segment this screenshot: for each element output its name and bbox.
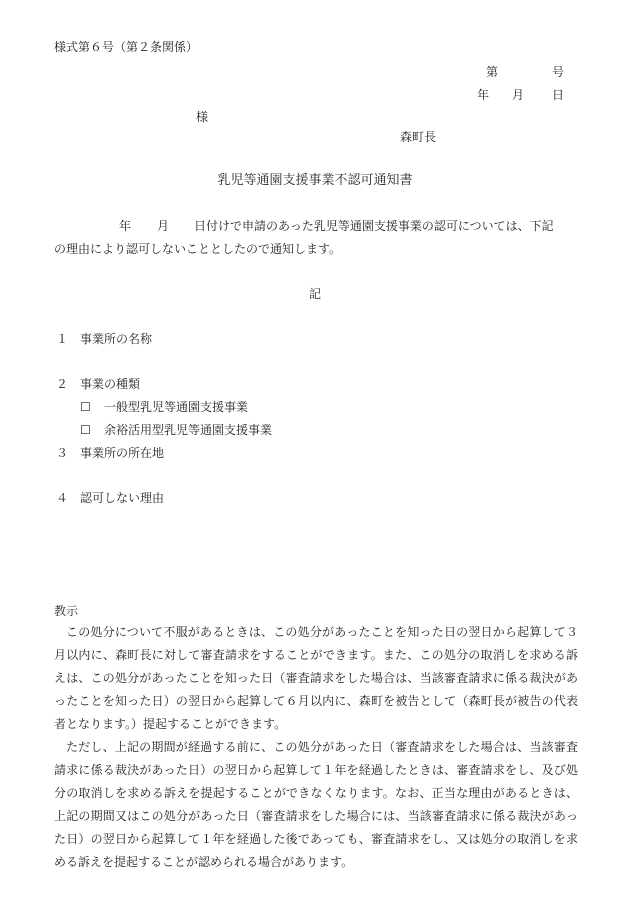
date-year: 年 [477,88,490,102]
date-month: 月 [512,88,525,102]
document-number-suffix: 号 [552,65,565,79]
option-general-type-label: 一般型乳児等通園支援事業 [104,400,249,414]
intro-line-2: の理由により認可しないこととしたので通知します。 [54,242,342,256]
item-2-label: 事業の種類 [80,377,141,391]
checkbox-surplus-type: ☐ [80,423,91,437]
kyoji-paragraph-2: ただし、上記の期間が経過する前に、この処分があった日（審査請求をした場合は、当該審査請求に係る裁決があった日）の翌日から起算して１年を経過したときは、審査請求をし、及び処分の取消しを求める訴えを提起することができなくなります。なお、正当な理由があるときは、上記の期間又はこの処分があった日（審査請求をした場合には、当該審査請求に係る裁決があった日）の翌日から起算して１年を経過した後であっても、審査請求をし、又は処分の取消しを求める訴えを提起することが認められる場合があります。 [54,740,578,869]
item-1-label: 事業所の名称 [80,332,153,346]
intro-line-1: 日付けで申請のあった乳児等通園支援事業の認可については、下記 [194,219,554,233]
kyoji-heading: 教示 [54,604,79,618]
intro-month: 月 [157,219,170,233]
recipient-honorific: 様 [196,110,209,124]
item-3-label: 事業所の所在地 [80,446,165,460]
item-1-number: １ [56,332,69,346]
form-number: 様式第６号（第２条関係） [54,40,199,54]
ki-heading: 記 [308,287,321,301]
intro-year: 年 [119,219,132,233]
date-day: 日 [552,88,565,102]
checkbox-general-type: ☐ [80,400,91,414]
document-number-prefix: 第 [486,65,499,79]
item-4-number: ４ [56,491,69,505]
item-3-number: ３ [56,446,69,460]
item-4-label: 認可しない理由 [80,491,165,505]
kyoji-body [54,621,578,874]
option-surplus-type-label: 余裕活用型乳児等通園支援事業 [104,423,273,437]
sender-name: 森町長 [400,130,437,144]
kyoji-paragraph-1: この処分について不服があるときは、この処分があったことを知った日の翌日から起算して３月以内に、森町長に対して審査請求をすることができます。また、この処分の取消しを求める訴えは、この処分があったことを知った日（審査請求をした場合は、当該審査請求に係る裁決があったことを知った日）の翌日から起算して６月以内に、森町を被告として（森町長が被告の代表者となります。）提起することができます。 [54,625,578,731]
document-title: 乳児等通園支援事業不認可通知書 [217,173,413,188]
item-2-number: ２ [56,377,69,391]
